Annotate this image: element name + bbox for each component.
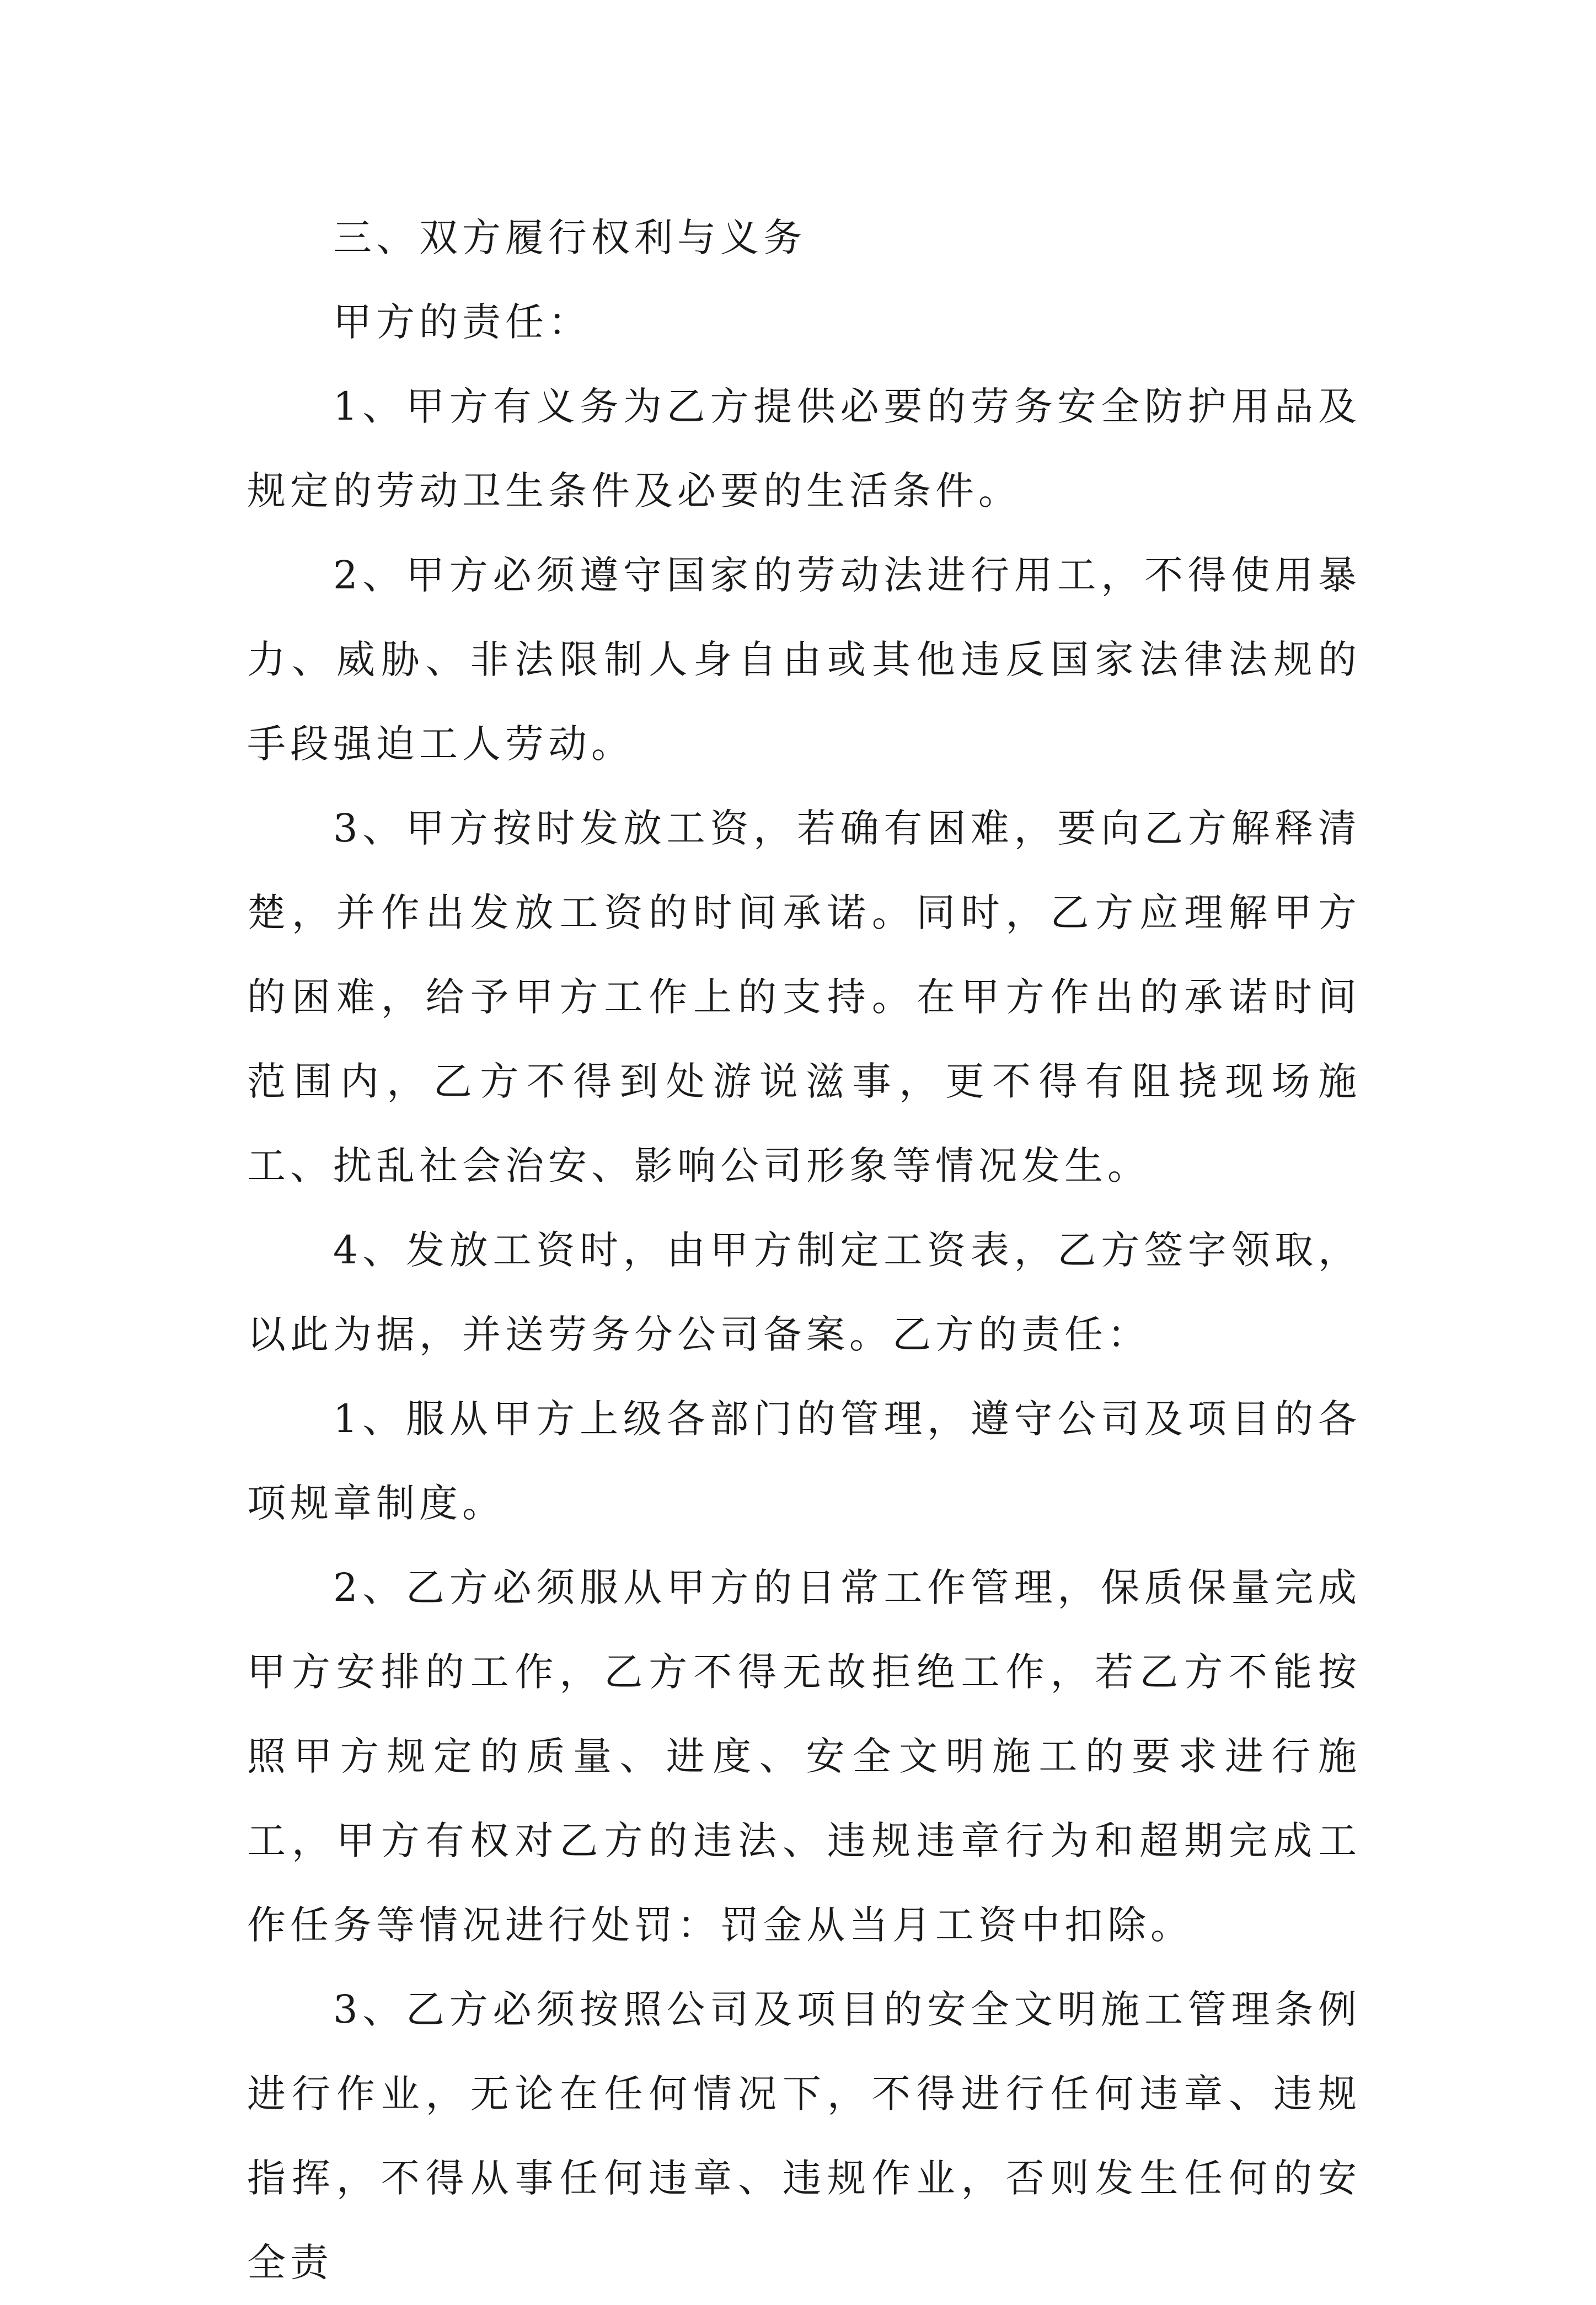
party-a-clause-2: 2、甲方必须遵守国家的劳动法进行用工，不得使用暴力、威胁、非法限制人身自由或其他违反国家法律法规的手段强迫工人劳动。 <box>247 553 1361 766</box>
party-a-responsibilities-heading: 甲方的责任： <box>333 299 591 345</box>
document-body <box>247 196 1361 2305</box>
party-b-clause-3: 3、乙方必须按照公司及项目的安全文明施工管理条例进行作业，无论在任何情况下，不得进行任何违章、违规指挥，不得从事任何违章、违规作业，否则发生任何的安全责 <box>247 1987 1361 2285</box>
party-a-clause-4: 4、发放工资时，由甲方制定工资表，乙方签字领取，以此为据，并送劳务分公司备案。乙方的责任： <box>247 1227 1361 1357</box>
party-b-clause-2: 2、乙方必须服从甲方的日常工作管理，保质保量完成甲方安排的工作，乙方不得无故拒绝工作，若乙方不能按照甲方规定的质量、进度、安全文明施工的要求进行施工，甲方有权对乙方的违法、违规违章行为和超期完成工作任务等情况进行处罚：罚金从当月工资中扣除。 <box>247 1565 1361 1948</box>
party-b-clause-1: 1、服从甲方上级各部门的管理，遵守公司及项目的各项规章制度。 <box>247 1396 1361 1526</box>
party-a-clause-1: 1、甲方有义务为乙方提供必要的劳务安全防护用品及规定的劳动卫生条件及必要的生活条件。 <box>247 384 1361 513</box>
party-a-clause-3: 3、甲方按时发放工资，若确有困难，要向乙方解释清楚，并作出发放工资的时间承诺。同时，乙方应理解甲方的困难，给予甲方工作上的支持。在甲方作出的承诺时间范围内，乙方不得到处游说滋事，更不得有阻挠现场施工、扰乱社会治安、影响公司形象等情况发生。 <box>247 806 1361 1188</box>
section-heading: 三、双方履行权利与义务 <box>333 215 806 260</box>
